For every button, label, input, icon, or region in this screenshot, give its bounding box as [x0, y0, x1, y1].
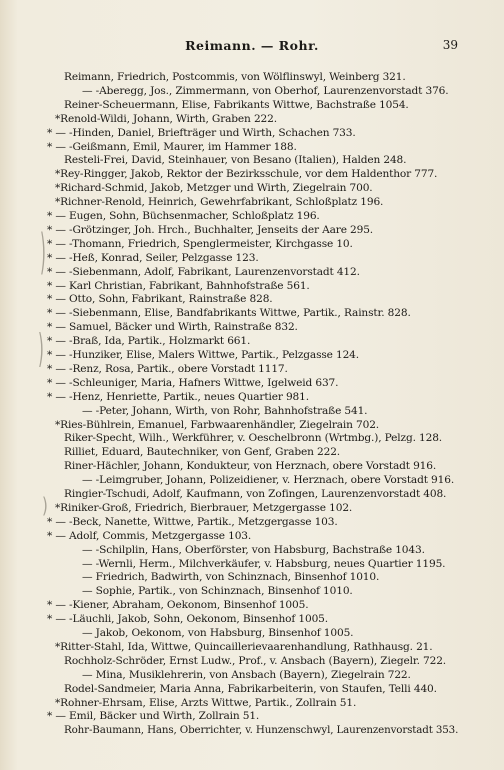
directory-entry: — -Leimgruber, Johann, Polizeidiener, v. Herznach, obere Vorstadt 916. [82, 474, 455, 487]
directory-entry: * — -Läuchli, Jakob, Sohn, Oekonom, Binsenhof 1005. [47, 613, 328, 626]
pencil-bracket-mark: ) [38, 325, 44, 373]
directory-entry: Riker-Specht, Wilh., Werkführer, v. Oeschelbronn (Wrtmbg.), Pelzg. 128. [64, 432, 443, 445]
directory-entry: *Ritter-Stahl, Ida, Wittwe, Quincaillerievaarenhandlung, Rathhausg. 21. [55, 640, 433, 653]
directory-entry: * — -Renz, Rosa, Partik., obere Vorstadt 1117. [47, 362, 288, 375]
directory-entry: * — Karl Christian, Fabrikant, Bahnhofstraße 561. [47, 279, 310, 292]
directory-entry: Rilliet, Eduard, Bautechniker, von Genf, Graben 222. [64, 446, 341, 459]
directory-entry: * — -Kiener, Abraham, Oekonom, Binsenhof 1005. [47, 599, 309, 612]
directory-entry: Rodel-Sandmeier, Maria Anna, Fabrikarbeiterin, von Staufen, Telli 440. [64, 682, 437, 695]
directory-entry: — Sophie, Partik., von Schinznach, Binsenhof 1010. [82, 585, 353, 598]
directory-entry: *Ries-Bühlrein, Emanuel, Farbwaarenhändler, Ziegelrain 702. [55, 418, 380, 431]
directory-entry: *Riniker-Groß, Friedrich, Bierbrauer, Metzgergasse 102. [55, 501, 353, 514]
directory-entry: — Friedrich, Badwirth, von Schinznach, Binsenhof 1010. [82, 571, 380, 584]
directory-entry: * — -Siebenmann, Elise, Bandfabrikants Wittwe, Partik., Rainstr. 828. [47, 307, 411, 320]
directory-entry: *Rohner-Ehrsam, Elise, Arzts Wittwe, Partik., Zollrain 51. [55, 696, 357, 709]
directory-entry: Riner-Hächler, Johann, Kondukteur, von Herznach, obere Vorstadt 916. [64, 460, 437, 473]
directory-entry: * — -Beck, Nanette, Wittwe, Partik., Metzgergasse 103. [47, 515, 338, 528]
directory-entry: * — -Hinden, Daniel, Briefträger und Wirth, Schachen 733. [47, 126, 356, 139]
directory-entry: — -Peter, Johann, Wirth, von Rohr, Bahnhofstraße 541. [82, 404, 368, 417]
directory-entry: — -Aberegg, Jos., Zimmermann, von Oberhof, Laurenzenvorstadt 376. [82, 84, 449, 97]
directory-entry: Rohr-Baumann, Hans, Oberrichter, v. Hunzenschwyl, Laurenzenvorstadt 353. [64, 724, 459, 737]
directory-entry: — Jakob, Oekonom, von Habsburg, Binsenhof 1005. [82, 627, 354, 639]
directory-entry: — Mina, Musiklehrerin, von Ansbach (Bayern), Ziegelrain 722. [82, 668, 411, 681]
directory-entry: * — Adolf, Commis, Metzgergasse 103. [47, 529, 252, 542]
pencil-bracket-mark: ) [42, 493, 48, 519]
directory-entry: * — -Thomann, Friedrich, Spenglermeister, Kirchgasse 10. [47, 237, 353, 250]
directory-entry: *Richner-Renold, Heinrich, Gewehrfabrikant, Schloßplatz 196. [55, 196, 384, 209]
directory-entry: * — -Henz, Henriette, Partik., neues Quartier 981. [47, 390, 309, 403]
directory-entry: *Renold-Wildi, Johann, Wirth, Graben 222. [55, 112, 277, 125]
directory-entry: * — Eugen, Sohn, Büchsenmacher, Schloßplatz 196. [47, 210, 320, 222]
directory-entry: * — Otto, Sohn, Fabrikant, Rainstraße 828. [47, 293, 273, 306]
directory-entry: — -Wernli, Herm., Milchverkäufer, v. Habsburg, neues Quartier 1195. [82, 557, 446, 570]
page-header [0, 38, 504, 56]
directory-entry: Resteli-Frei, David, Steinhauer, von Besano (Italien), Halden 248. [64, 154, 407, 167]
page-number: 39 [442, 38, 458, 52]
directory-entry: Reiner-Scheuermann, Elise, Fabrikants Wittwe, Bachstraße 1054. [64, 98, 409, 111]
pencil-bracket-mark: ) [40, 223, 46, 281]
directory-entry: Reimann, Friedrich, Postcommis, von Wölflinswyl, Weinberg 321. [64, 71, 406, 83]
directory-entry: * — Samuel, Bäcker und Wirth, Rainstraße 832. [47, 321, 298, 334]
directory-entry: *Rey-Ringger, Jakob, Rektor der Bezirksschule, vor dem Haldenthor 777. [55, 168, 438, 181]
running-head: Reimann. — Rohr. [185, 38, 319, 53]
directory-entry: * — -Heß, Konrad, Seiler, Pelzgasse 123. [47, 251, 259, 264]
directory-entry: * — Emil, Bäcker und Wirth, Zollrain 51. [47, 710, 260, 723]
directory-entry: * — -Braß, Ida, Partik., Holzmarkt 661. [47, 335, 251, 348]
directory-entry: * — -Hunziker, Elise, Malers Wittwe, Partik., Pelzgasse 124. [47, 349, 359, 361]
directory-entry: * — -Grötzinger, Joh. Hrch., Buchhalter, Jenseits der Aare 295. [47, 223, 374, 236]
directory-entry: * — -Geißmann, Emil, Maurer, im Hammer 188. [47, 140, 297, 153]
directory-entry: Ringier-Tschudi, Adolf, Kaufmann, von Zofingen, Laurenzenvorstadt 408. [64, 488, 447, 500]
directory-entry: — -Schilplin, Hans, Oberförster, von Habsburg, Bachstraße 1043. [82, 543, 425, 556]
directory-entry: *Richard-Schmid, Jakob, Metzger und Wirth, Ziegelrain 700. [55, 182, 373, 195]
directory-entry: * — -Siebenmann, Adolf, Fabrikant, Laurenzenvorstadt 412. [47, 265, 360, 278]
directory-entry: Rochholz-Schröder, Ernst Ludw., Prof., v. Ansbach (Bayern), Ziegelr. 722. [64, 654, 447, 667]
directory-entry: * — -Schleuniger, Maria, Hafners Wittwe, Igelweid 637. [47, 376, 339, 389]
